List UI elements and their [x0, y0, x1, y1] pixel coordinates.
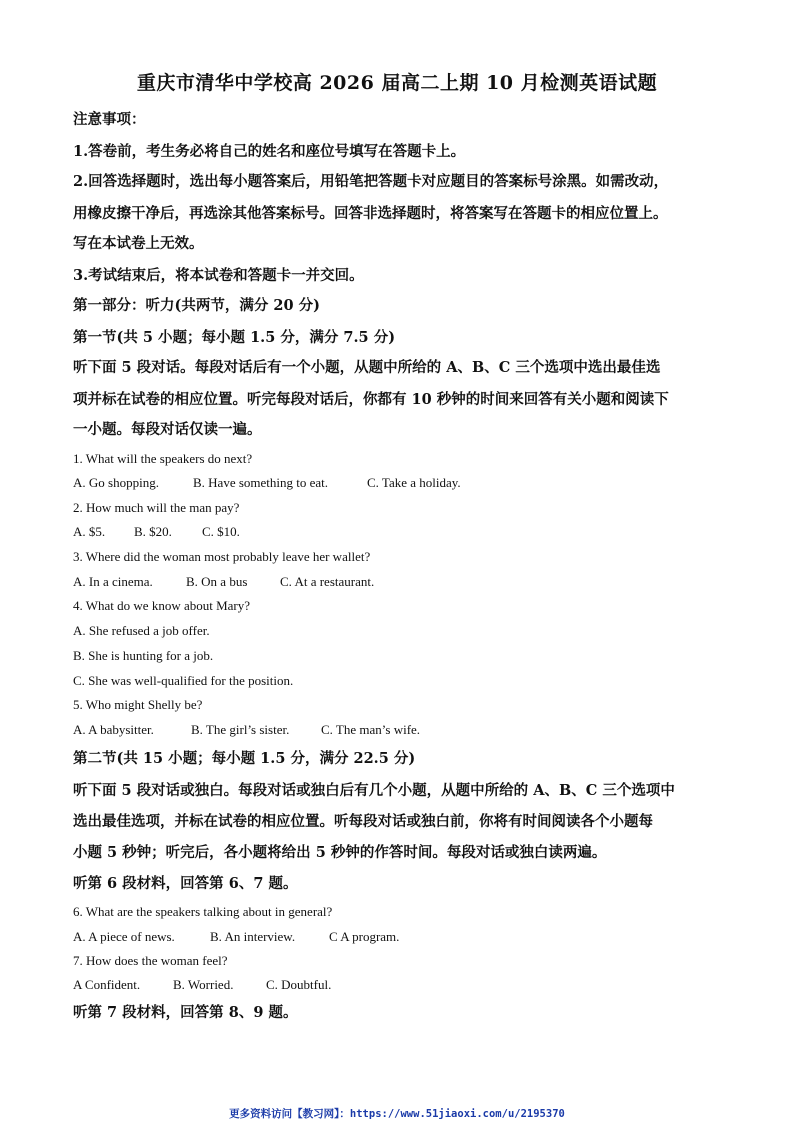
question-3-options — [73, 572, 733, 592]
option-c: C. $10. — [202, 524, 240, 539]
option-b: B. An interview. — [210, 929, 296, 944]
section2-heading: 第二节(共 15 小题；每小题 1.5 分，满分 22.5 分) — [73, 750, 416, 767]
material-6-heading: 听第 6 段材料，回答第 6、7 题。 — [73, 875, 298, 892]
notice-item-2-line-1: 2.回答选择题时，选出每小题答案后，用铅笔把答题卡对应题目的答案标号涂黑。如需改动， — [73, 173, 669, 190]
section1-instruction-line-2: 项并标在试卷的相应位置。听完每段对话后，你都有 10 秒钟的时间来回答有关小题和阅读下 — [73, 391, 669, 408]
question-7: 7. How does the woman feel? — [73, 953, 228, 968]
option-a: A Confident. — [73, 977, 141, 992]
question-2: 2. How much will the man pay? — [73, 500, 240, 515]
question-4-option-c: C. She was well-qualified for the position. — [73, 673, 294, 688]
question-4-option-b: B. She is hunting for a job. — [73, 648, 214, 663]
option-b: B. Have something to eat. — [193, 475, 329, 490]
question-6-options — [73, 927, 733, 947]
question-1-options — [73, 473, 733, 493]
part1-heading: 第一部分：听力(共两节，满分 20 分) — [73, 297, 320, 314]
option-c: C. At a restaurant. — [280, 574, 375, 589]
option-c: C. Doubtful. — [266, 977, 332, 992]
section1-instruction-line-1: 听下面 5 段对话。每段对话后有一个小题，从题中所给的 A、B、C 三个选项中选出最佳选 — [73, 359, 661, 376]
page-title: 重庆市清华中学校高 2026 届高二上期 10 月检测英语试题 — [136, 72, 658, 94]
question-4-option-a: A. She refused a job offer. — [73, 623, 210, 638]
option-a: A. $5. — [73, 524, 106, 539]
option-a: A. Go shopping. — [73, 475, 159, 490]
question-1: 1. What will the speakers do next? — [73, 451, 253, 466]
option-c: C A program. — [329, 929, 400, 944]
notice-heading: 注意事项： — [73, 111, 146, 128]
question-7-options — [73, 975, 733, 995]
question-3: 3. Where did the woman most probably leave her wallet? — [73, 549, 371, 564]
section2-instruction-line-1: 听下面 5 段对话或独白。每段对话或独白后有几个小题，从题中所给的 A、B、C 三个选项中 — [73, 782, 675, 799]
option-c: C. Take a holiday. — [367, 475, 461, 490]
section2-instruction-line-3: 小题 5 秒钟；听完后，各小题将给出 5 秒钟的作答时间。每段对话或独白读两遍。 — [73, 844, 607, 861]
question-5: 5. Who might Shelly be? — [73, 697, 203, 712]
footer-link[interactable]: 更多资料访问【教习网】：https://www.51jiaoxi.com/u/2195370 — [229, 1108, 565, 1120]
question-4: 4. What do we know about Mary? — [73, 598, 251, 613]
notice-item-2-line-3: 写在本试卷上无效。 — [73, 235, 204, 252]
notice-item-2-line-2: 用橡皮擦干净后，再选涂其他答案标号。回答非选择题时，将答案写在答题卡的相应位置上。 — [73, 205, 668, 222]
option-c: C. The man’s wife. — [321, 722, 421, 737]
option-a: A. A babysitter. — [73, 722, 154, 737]
option-b: B. On a bus — [186, 574, 248, 589]
section1-instruction-line-3: 一小题。每段对话仅读一遍。 — [73, 421, 262, 438]
option-b: B. Worried. — [173, 977, 234, 992]
question-6: 6. What are the speakers talking about in general? — [73, 904, 333, 919]
section1-heading: 第一节(共 5 小题；每小题 1.5 分，满分 7.5 分) — [73, 329, 396, 346]
option-a: A. In a cinema. — [73, 574, 153, 589]
question-5-options — [73, 720, 733, 740]
option-b: B. $20. — [134, 524, 172, 539]
option-a: A. A piece of news. — [73, 929, 175, 944]
section2-instruction-line-2: 选出最佳选项，并标在试卷的相应位置。听每段对话或独白前，你将有时间阅读各个小题每 — [73, 813, 653, 830]
question-2-options — [73, 522, 733, 542]
notice-item-3: 3.考试结束后，将本试卷和答题卡一并交回。 — [73, 267, 364, 284]
material-7-heading: 听第 7 段材料，回答第 8、9 题。 — [73, 1004, 298, 1021]
notice-item-1: 1.答卷前，考生务必将自己的姓名和座位号填写在答题卡上。 — [73, 143, 466, 160]
option-b: B. The girl’s sister. — [191, 722, 290, 737]
